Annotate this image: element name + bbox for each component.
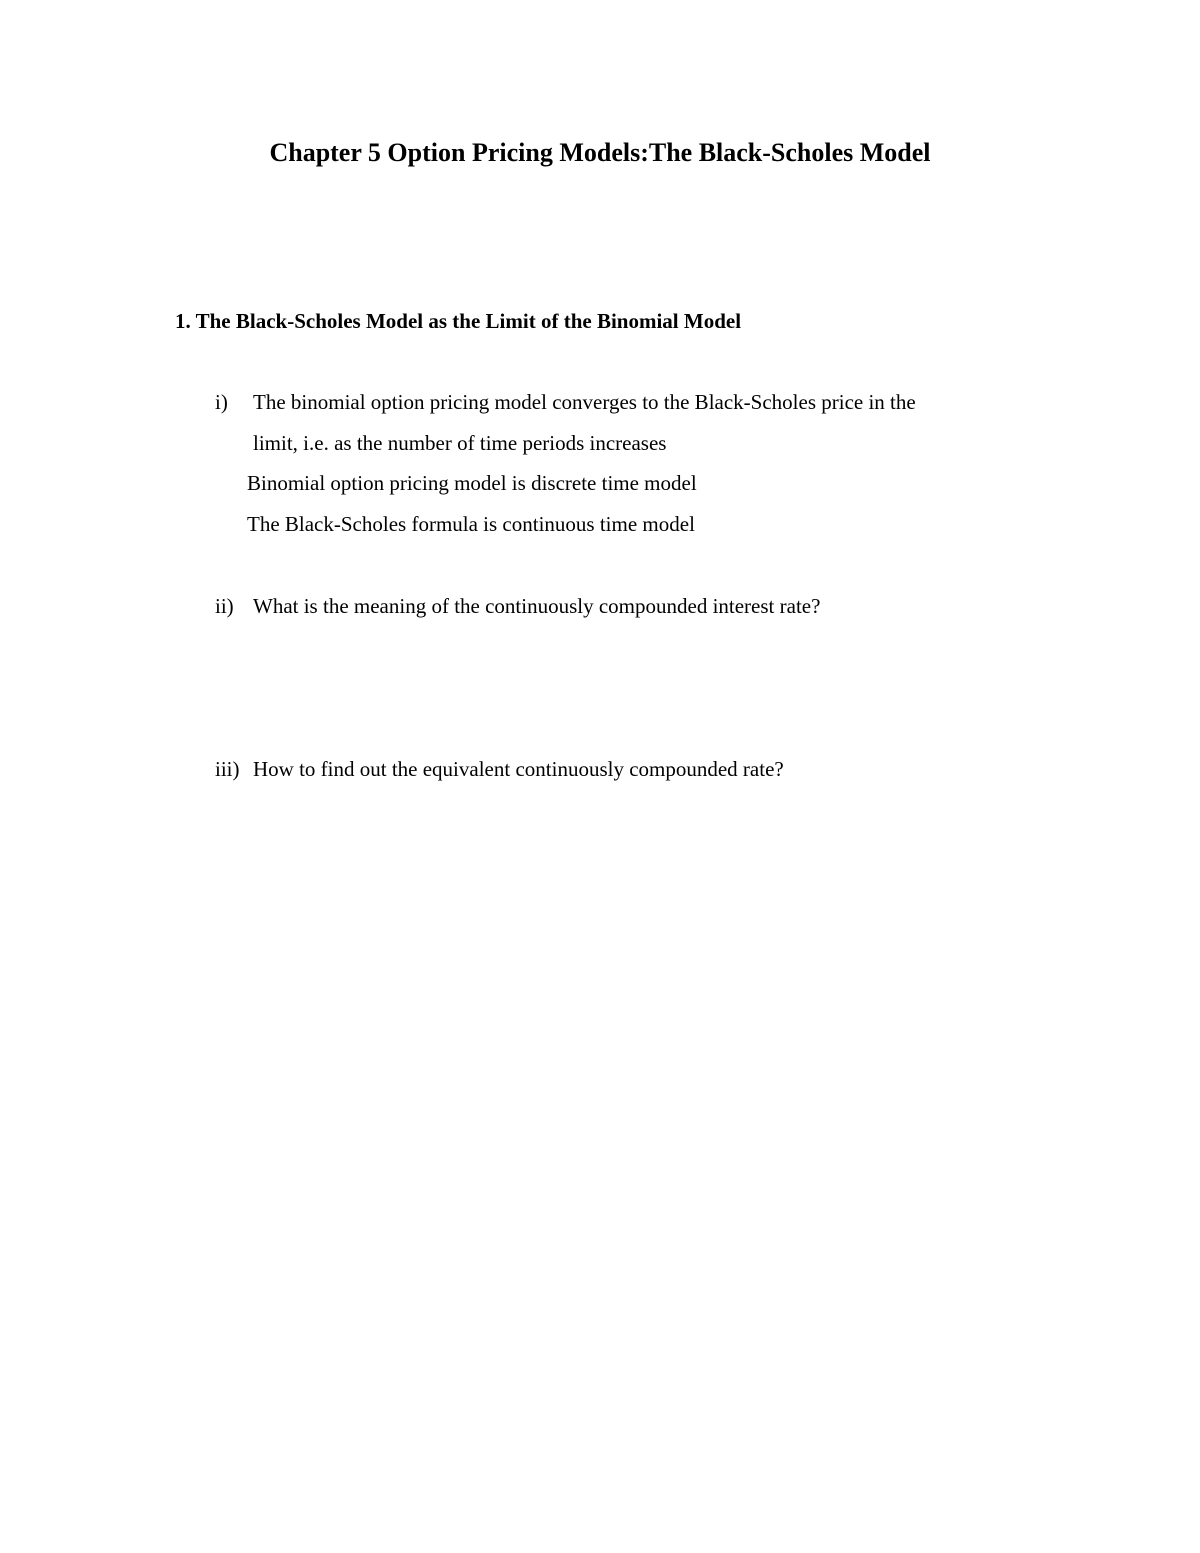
section-heading: 1. The Black-Scholes Model as the Limit of the Binomial Model — [175, 309, 742, 333]
item-ii-marker: ii) — [215, 594, 234, 618]
page-title: Chapter 5 Option Pricing Models:The Black-Scholes Model — [269, 138, 931, 167]
item-iii-line-1: How to find out the equivalent continuously compounded rate? — [253, 757, 784, 781]
item-i-marker: i) — [215, 390, 228, 414]
item-i-line-4: The Black-Scholes formula is continuous time model — [247, 512, 695, 536]
item-i-line-1: The binomial option pricing model converges to the Black-Scholes price in the — [253, 390, 916, 414]
item-iii-marker: iii) — [215, 757, 240, 781]
item-i-line-3: Binomial option pricing model is discrete time model — [247, 471, 697, 495]
item-i-line-2: limit, i.e. as the number of time periods increases — [253, 431, 667, 455]
item-ii-line-1: What is the meaning of the continuously compounded interest rate? — [253, 594, 821, 618]
